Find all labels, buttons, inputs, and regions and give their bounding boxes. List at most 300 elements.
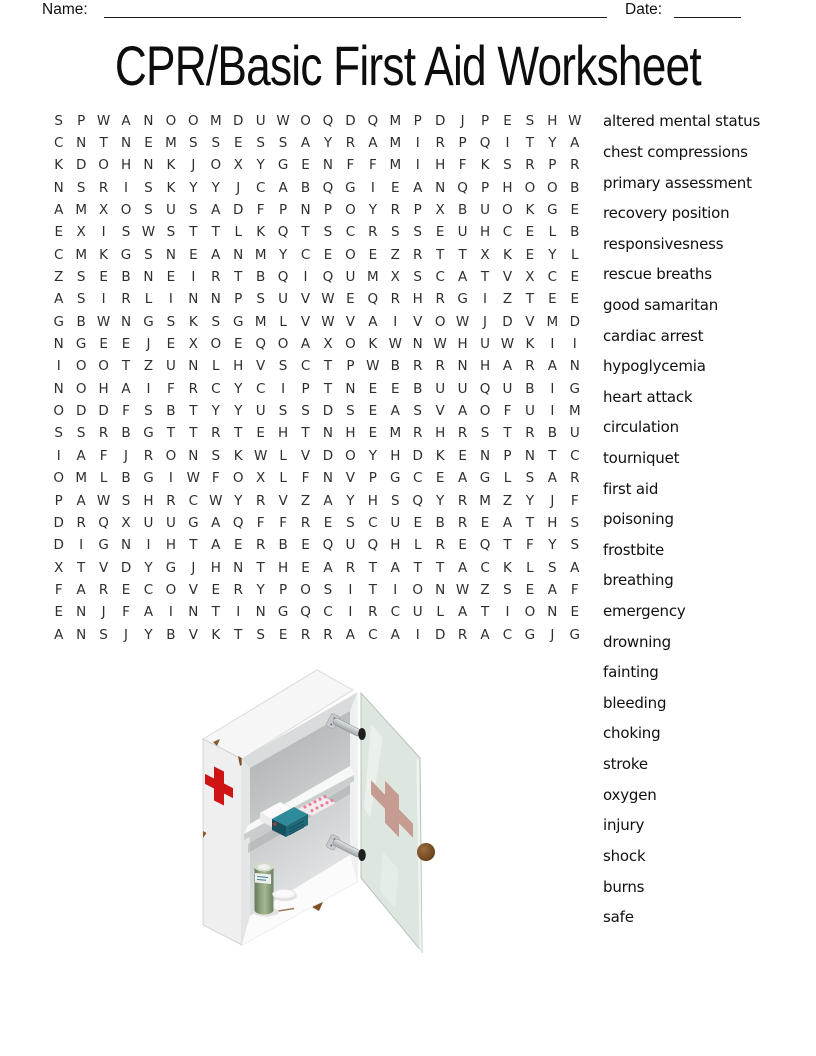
grid-letter: N (255, 604, 266, 621)
grid-letter: D (345, 112, 356, 129)
grid-letter: M (389, 135, 402, 152)
grid-letter: D (502, 313, 513, 330)
grid-letter: S (390, 224, 400, 241)
grid-letter: J (550, 626, 555, 643)
grid-letter: I (572, 336, 577, 353)
grid-letter: C (300, 358, 311, 375)
grid-letter: C (255, 380, 266, 397)
grid-letter: L (279, 470, 287, 487)
grid-letter: A (502, 514, 513, 531)
grid-letter: Q (232, 514, 244, 531)
grid-letter: Z (502, 291, 513, 308)
grid-letter: F (167, 380, 175, 397)
grid-letter: L (413, 537, 422, 554)
grid-letter: T (368, 559, 377, 576)
grid-letter: W (209, 492, 223, 509)
word-list-item: fainting (603, 663, 659, 682)
grid-letter: E (99, 336, 108, 353)
grid-letter: T (256, 559, 265, 576)
grid-letter: S (166, 224, 176, 241)
grid-letter: E (458, 447, 467, 464)
grid-letter: E (570, 291, 580, 308)
grid-letter: B (166, 626, 176, 643)
grid-letter: Y (256, 157, 265, 174)
grid-letter: I (415, 135, 420, 152)
grid-letter: U (165, 202, 176, 219)
grid-letter: T (436, 559, 445, 576)
grid-letter: F (526, 537, 534, 554)
grid-letter: W (141, 224, 156, 241)
grid-letter: O (277, 336, 289, 353)
grid-letter: A (570, 135, 580, 152)
grid-letter: N (53, 179, 64, 196)
grid-letter: A (121, 380, 131, 397)
grid-letter: Z (480, 581, 490, 598)
grid-letter: G (524, 626, 536, 643)
grid-letter: M (389, 157, 402, 174)
grid-letter: R (255, 492, 266, 509)
grid-letter: M (75, 202, 87, 219)
grid-letter: G (98, 537, 109, 554)
grid-letter: W (568, 112, 582, 129)
grid-letter: U (255, 403, 266, 420)
grid-letter: J (124, 447, 129, 464)
grid-letter: R (413, 425, 423, 442)
grid-letter: E (211, 581, 221, 598)
grid-letter: P (234, 291, 243, 308)
grid-letter: S (76, 269, 86, 286)
grid-letter: O (345, 202, 356, 219)
grid-letter: S (346, 514, 355, 531)
grid-letter: B (570, 179, 580, 196)
grid-letter: O (524, 604, 536, 621)
grid-letter: G (188, 514, 199, 531)
grid-letter: N (435, 581, 446, 598)
grid-letter: T (480, 269, 490, 286)
grid-letter: D (434, 626, 446, 643)
cabinet-door (361, 693, 435, 952)
grid-letter: B (547, 425, 557, 442)
grid-letter: R (435, 537, 445, 554)
word-list-item: circulation (603, 418, 679, 437)
grid-letter: X (98, 202, 109, 219)
grid-letter: F (211, 470, 220, 487)
grid-letter: V (525, 313, 535, 330)
grid-letter: Q (412, 492, 424, 509)
grid-letter: R (121, 291, 131, 308)
name-write-in-line (104, 0, 607, 18)
grid-letter: T (234, 425, 243, 442)
grid-letter: A (457, 269, 468, 286)
grid-letter: T (234, 269, 243, 286)
grid-letter: X (323, 336, 333, 353)
grid-letter: W (455, 581, 470, 598)
grid-letter: E (346, 291, 355, 308)
grid-letter: Y (548, 537, 557, 554)
grid-letter: H (435, 425, 446, 442)
grid-letter: C (255, 179, 266, 196)
word-list-item: altered mental status (603, 112, 761, 131)
word-list-item: drowning (603, 632, 671, 651)
grid-letter: I (168, 604, 173, 621)
grid-letter: K (435, 447, 445, 464)
grid-letter: T (77, 559, 86, 576)
grid-letter: S (76, 291, 86, 308)
grid-letter: I (393, 581, 398, 598)
word-list-item: responsivesness (603, 234, 724, 253)
grid-letter: O (53, 403, 65, 420)
grid-letter: R (345, 559, 356, 576)
word-list (603, 106, 760, 932)
grid-letter: A (480, 626, 490, 643)
grid-letter: P (279, 202, 288, 219)
grid-letter: N (143, 269, 154, 286)
grid-letter: C (300, 246, 311, 263)
grid-letter: I (79, 537, 84, 554)
grid-letter: U (165, 358, 176, 375)
date-write-in-line (674, 0, 741, 18)
grid-letter: W (321, 291, 335, 308)
grid-letter: Y (144, 559, 153, 576)
grid-letter: U (143, 514, 154, 531)
grid-letter: K (188, 313, 198, 330)
grid-letter: O (75, 358, 87, 375)
grid-letter: V (345, 470, 356, 487)
grid-letter: I (236, 604, 241, 621)
word-list-item: injury (603, 816, 645, 835)
grid-letter: S (413, 269, 422, 286)
grid-letter: N (76, 626, 87, 643)
grid-letter: J (146, 336, 151, 353)
grid-letter: H (233, 358, 244, 375)
grid-letter: M (254, 246, 267, 263)
first-aid-cabinet-illustration (186, 666, 442, 962)
grid-letter: R (76, 514, 86, 531)
grid-letter: U (480, 202, 490, 219)
grid-letter: N (322, 425, 334, 442)
grid-letter: W (96, 492, 111, 509)
grid-letter: T (121, 358, 131, 375)
grid-letter: N (322, 157, 334, 174)
grid-letter: T (525, 135, 535, 152)
grid-letter: W (321, 313, 335, 330)
grid-letter: Y (548, 246, 557, 263)
grid-letter: E (323, 514, 333, 531)
grid-letter: Y (368, 447, 377, 464)
grid-letter: K (99, 246, 109, 263)
word-list-item: oxygen (603, 785, 657, 804)
grid-letter: W (96, 112, 111, 129)
grid-letter: G (457, 291, 468, 308)
grid-letter: I (124, 179, 129, 196)
grid-letter: Q (479, 135, 491, 152)
grid-letter: Q (322, 537, 334, 554)
grid-letter: D (569, 313, 580, 330)
grid-letter: I (56, 447, 61, 464)
grid-letter: S (570, 514, 580, 531)
grid-letter: I (146, 537, 151, 554)
grid-letter: Y (525, 492, 535, 509)
grid-letter: A (390, 559, 400, 576)
grid-letter: F (122, 403, 130, 420)
grid-letter: E (391, 380, 400, 397)
grid-letter: D (75, 157, 87, 174)
grid-letter: N (524, 447, 535, 464)
grid-letter: E (121, 581, 131, 598)
grid-letter: V (188, 581, 198, 598)
grid-letter: E (278, 626, 288, 643)
word-list-item: chest compressions (603, 142, 748, 161)
grid-letter: Q (367, 112, 379, 129)
grid-letter: Y (234, 403, 243, 420)
grid-letter: N (300, 202, 311, 219)
grid-letter: T (211, 224, 220, 241)
grid-letter: A (54, 626, 64, 643)
grid-letter: D (412, 447, 423, 464)
grid-letter: I (168, 470, 173, 487)
grid-letter: N (479, 447, 491, 464)
grid-letter: A (54, 291, 64, 308)
grid-letter: T (301, 425, 310, 442)
grid-letter: R (211, 425, 221, 442)
grid-letter: E (99, 269, 108, 286)
grid-letter: E (256, 425, 265, 442)
grid-letter: Q (367, 537, 379, 554)
grid-letter: R (525, 425, 535, 442)
grid-letter: P (279, 581, 288, 598)
grid-letter: O (524, 179, 536, 196)
grid-letter: I (415, 157, 420, 174)
grid-letter: V (300, 313, 311, 330)
grid-letter: W (366, 358, 380, 375)
grid-letter: Y (368, 202, 377, 219)
grid-letter: R (300, 514, 311, 531)
grid-letter: S (413, 403, 422, 420)
grid-letter: S (211, 447, 221, 464)
grid-letter: A (211, 537, 221, 554)
grid-letter: P (480, 179, 490, 196)
word-list-item: poisoning (603, 510, 674, 529)
grid-letter: A (457, 470, 468, 487)
word-list-item: choking (603, 724, 661, 743)
grid-letter: R (413, 246, 423, 263)
grid-letter: B (390, 358, 400, 375)
grid-letter: N (76, 135, 87, 152)
grid-letter: I (56, 358, 61, 375)
grid-letter: Y (346, 492, 355, 509)
grid-letter: S (54, 425, 63, 442)
grid-letter: N (233, 246, 244, 263)
grid-letter: F (458, 157, 467, 174)
grid-letter: O (165, 112, 177, 129)
grid-letter: N (457, 358, 468, 375)
word-list-item: tourniquet (603, 449, 680, 467)
grid-letter: C (570, 447, 580, 464)
grid-letter: U (569, 425, 580, 442)
word-list-item: good samaritan (603, 295, 719, 314)
grid-letter: L (503, 470, 512, 487)
grid-letter: A (547, 581, 557, 598)
grid-letter: Y (548, 135, 557, 152)
grid-letter: J (236, 179, 241, 196)
grid-letter: L (212, 358, 220, 375)
grid-letter: O (232, 470, 244, 487)
grid-letter: J (124, 626, 129, 643)
grid-letter: E (368, 425, 378, 442)
grid-letter: Q (277, 224, 289, 241)
grid-letter: Z (54, 269, 64, 286)
grid-letter: R (98, 179, 109, 196)
grid-letter: E (233, 336, 243, 353)
grid-letter: H (390, 537, 401, 554)
grid-letter: U (480, 336, 490, 353)
grid-letter: O (345, 447, 356, 464)
grid-letter: G (143, 470, 154, 487)
grid-letter: R (233, 581, 243, 598)
grid-letter: E (435, 470, 445, 487)
grid-letter: U (255, 112, 266, 129)
grid-letter: A (457, 403, 468, 420)
grid-letter: C (345, 224, 356, 241)
grid-letter: B (525, 380, 535, 397)
grid-letter: S (278, 135, 288, 152)
grid-letter: I (505, 604, 510, 621)
grid-letter: J (191, 157, 196, 174)
word-search-grid (48, 110, 587, 646)
grid-letter: H (210, 559, 221, 576)
grid-letter: O (120, 202, 132, 219)
grid-letter: C (54, 246, 64, 263)
grid-letter: B (413, 380, 423, 397)
grid-letter: O (502, 202, 513, 219)
grid-letter: U (165, 514, 176, 531)
grid-letter: P (458, 135, 467, 152)
grid-letter: T (525, 514, 535, 531)
grid-letter: R (390, 202, 400, 219)
grid-letter: S (99, 626, 108, 643)
grid-letter: F (301, 470, 310, 487)
grid-letter: P (503, 447, 512, 464)
grid-letter: A (323, 492, 333, 509)
grid-letter: R (525, 157, 535, 174)
grid-letter: C (211, 380, 221, 397)
grid-letter: F (346, 157, 355, 174)
grid-letter: E (323, 246, 333, 263)
word-list-item: primary assessment (603, 173, 752, 192)
grid-letter: B (570, 224, 580, 241)
grid-letter: B (76, 313, 86, 330)
grid-letter: D (434, 112, 446, 129)
grid-letter: I (550, 403, 555, 420)
grid-letter: C (480, 559, 490, 576)
grid-letter: I (483, 291, 488, 308)
grid-letter: H (278, 425, 289, 442)
grid-letter: P (346, 358, 355, 375)
grid-letter: F (570, 581, 579, 598)
grid-letter: A (143, 604, 154, 621)
grid-letter: R (457, 626, 468, 643)
grid-letter: N (412, 336, 423, 353)
grid-letter: K (256, 224, 266, 241)
grid-letter: N (120, 537, 132, 554)
grid-letter: O (165, 447, 177, 464)
grid-letter: E (233, 537, 243, 554)
grid-letter: N (120, 313, 132, 330)
grid-letter: X (121, 514, 131, 531)
grid-letter: Z (390, 246, 400, 263)
grid-letter: A (300, 336, 311, 353)
grid-letter: W (433, 336, 447, 353)
grid-letter: N (76, 604, 87, 621)
grid-letter: L (571, 246, 579, 263)
grid-letter: L (99, 470, 108, 487)
grid-letter: C (188, 492, 199, 509)
grid-letter: O (98, 157, 109, 174)
grid-letter: E (525, 246, 535, 263)
grid-letter: X (233, 157, 243, 174)
grid-letter: D (98, 403, 109, 420)
grid-letter: X (54, 559, 64, 576)
grid-letter: M (165, 135, 177, 152)
grid-letter: L (279, 447, 287, 464)
grid-letter: E (54, 224, 63, 241)
grid-letter: Z (143, 358, 154, 375)
grid-letter: Q (367, 291, 379, 308)
grid-letter: B (435, 514, 445, 531)
grid-letter: B (256, 269, 266, 286)
grid-letter: O (300, 581, 311, 598)
grid-letter: N (143, 112, 154, 129)
grid-letter: I (550, 380, 555, 397)
grid-letter: L (526, 559, 534, 576)
grid-letter: Q (277, 269, 289, 286)
grid-letter: B (121, 425, 131, 442)
grid-letter: E (570, 202, 580, 219)
grid-letter: K (233, 447, 243, 464)
grid-letter: Q (479, 537, 491, 554)
grid-letter: E (413, 514, 422, 531)
grid-letter: A (390, 403, 400, 420)
grid-letter: R (166, 492, 176, 509)
grid-letter: X (480, 246, 490, 263)
grid-letter: D (53, 514, 64, 531)
grid-letter: Y (323, 135, 333, 152)
grid-letter: B (121, 269, 131, 286)
grid-letter: B (121, 470, 131, 487)
grid-letter: I (303, 269, 308, 286)
grid-letter: A (76, 492, 86, 509)
grid-letter: S (54, 112, 63, 129)
word-list-item: recovery position (603, 204, 730, 223)
grid-letter: P (413, 112, 422, 129)
grid-letter: P (480, 112, 490, 129)
grid-letter: G (569, 380, 581, 397)
grid-letter: H (435, 157, 446, 174)
grid-letter: S (166, 313, 176, 330)
grid-letter: E (458, 537, 467, 554)
grid-letter: Y (144, 626, 153, 643)
grid-letter: N (345, 380, 356, 397)
grid-letter: V (413, 313, 423, 330)
grid-letter: R (435, 135, 445, 152)
grid-letter: M (568, 403, 581, 420)
grid-letter: R (98, 581, 109, 598)
grid-letter: C (413, 470, 423, 487)
grid-letter: Z (502, 492, 513, 509)
grid-letter: T (458, 246, 467, 263)
grid-letter: K (480, 157, 490, 174)
word-list-item: rescue breaths (603, 265, 712, 284)
